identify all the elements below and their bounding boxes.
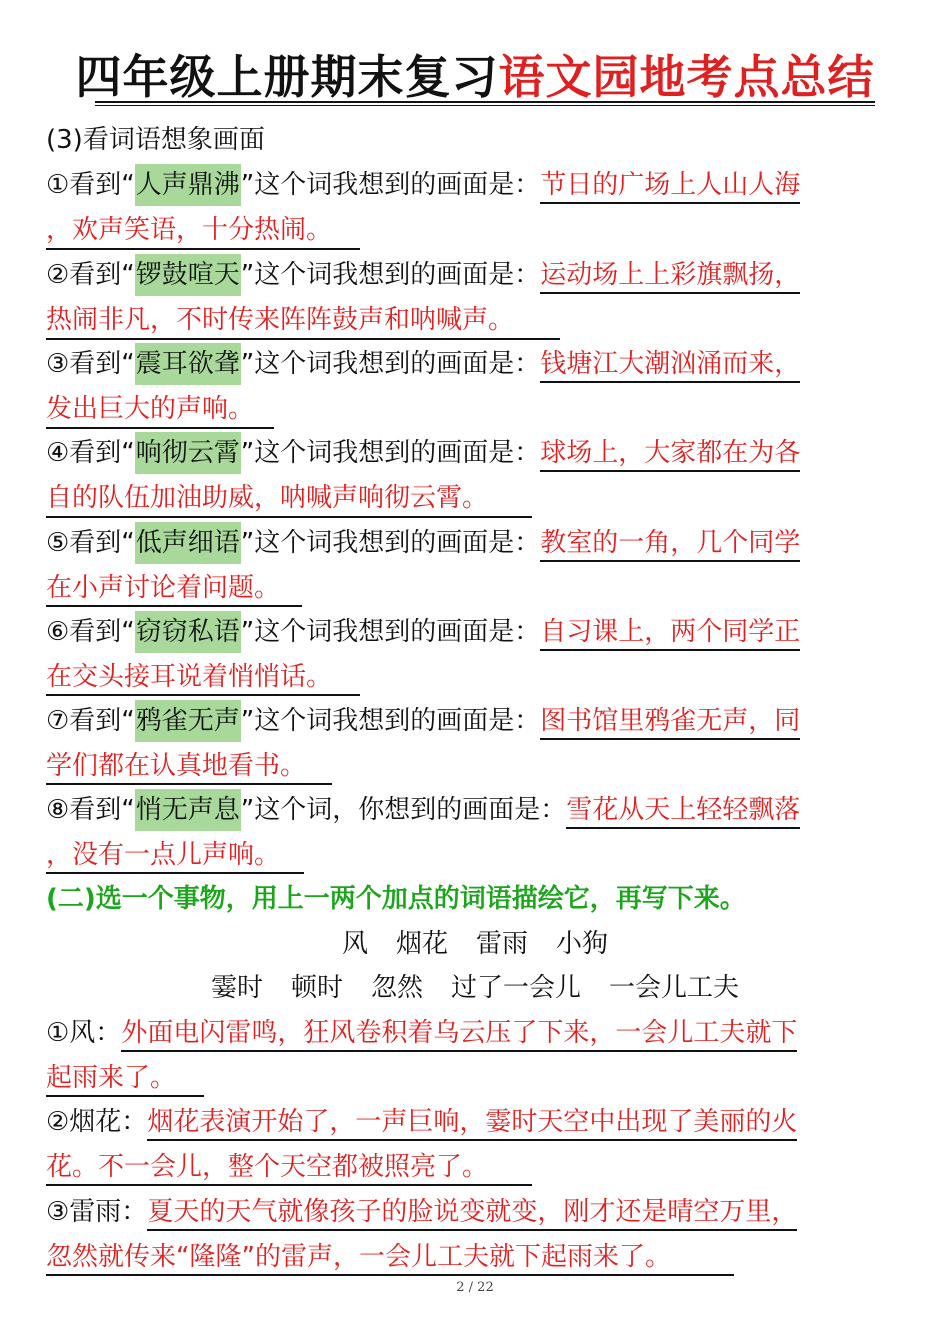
item-1-answer-cont: ，欢声笑语，十分热闹。 [46, 215, 333, 245]
answer-fireworks-label: ②烟花： [46, 1107, 148, 1137]
item-8-underline [46, 872, 304, 874]
subject-option: 烟花 [395, 929, 448, 959]
item-7-line: ⑦看到“鸦雀无声”这个词我想到的画面是：图书馆里鸦雀无声，同 [46, 699, 800, 743]
word-option: 一会儿工夫 [609, 973, 740, 1003]
item-8-keyword: 悄无声息 [135, 789, 241, 831]
answer-fireworks-text: 烟花表演开始了，一声巨响，霎时天空中出现了美丽的火 [147, 1107, 797, 1141]
item-5-keyword: 低声细语 [135, 522, 241, 564]
word-option: 霎时 [210, 973, 263, 1003]
page-indicator: 2 / 22 [456, 1280, 494, 1295]
answer-wind-cont: 起雨来了。 [46, 1063, 177, 1093]
subject-option: 小狗 [556, 929, 609, 959]
answer-thunderstorm-label: ③雷雨： [46, 1197, 148, 1227]
item-5-line: ⑤看到“低声细语”这个词我想到的画面是：教室的一角，几个同学 [46, 521, 800, 565]
title-underline [95, 101, 875, 106]
item-1-answer: 节日的广场上人山人海 [540, 170, 800, 204]
title-black-part: 四年级上册期末复习 [75, 50, 499, 104]
item-7-answer-cont: 学们都在认真地看书。 [46, 751, 307, 781]
subject-option: 风 [341, 929, 368, 959]
item-2-answer-cont: 热闹非凡，不时传来阵阵鼓声和呐喊声。 [46, 305, 515, 335]
title-red-part: 语文园地考点总结 [498, 50, 875, 104]
item-7-answer: 图书馆里鸦雀无声，同 [540, 706, 800, 740]
item-2-line: ②看到“锣鼓喧天”这个词我想到的画面是：运动场上上彩旗飘扬， [46, 253, 800, 297]
answer-thunderstorm-line [46, 1190, 797, 1234]
word-option: 过了一会儿 [451, 973, 582, 1003]
answer-thunderstorm-cont: 忽然就传来“隆隆”的雷声，一会儿工夫就下起雨来了。 [46, 1242, 671, 1272]
answer-wind-label: ①风： [46, 1018, 122, 1048]
item-8-answer: 雪花从天上轻轻飘落 [566, 795, 800, 829]
answer-fireworks-cont: 花。不一会儿，整个天空都被照亮了。 [46, 1152, 489, 1182]
item-6-answer-cont: 在交头接耳说着悄悄话。 [46, 662, 333, 692]
item-4-keyword: 响彻云霄 [135, 432, 241, 474]
item-5-underline [46, 605, 302, 607]
answer-fireworks-line [46, 1100, 797, 1144]
answer-thunderstorm-text: 夏天的天气就像孩子的脸说变就变，刚才还是晴空万里， [147, 1197, 797, 1231]
item-2-underline [46, 338, 560, 340]
item-6-line: ⑥看到“窃窃私语”这个词我想到的画面是：自习课上，两个同学正 [46, 610, 800, 654]
item-3-answer: 钱塘江大潮汹涌而来， [540, 349, 800, 383]
item-2-keyword: 锣鼓喧天 [135, 254, 241, 296]
answer-thunderstorm-underline [46, 1274, 734, 1276]
item-1-line: ①看到“人声鼎沸”这个词我想到的画面是：节日的广场上人山人海 [46, 163, 800, 207]
item-3-line: ③看到“震耳欲聋”这个词我想到的画面是：钱塘江大潮汹涌而来， [46, 342, 800, 386]
answer-fireworks-underline [46, 1184, 532, 1186]
item-4-line: ④看到“响彻云霄”这个词我想到的画面是：球场上，大家都在为各 [46, 431, 800, 475]
item-8-answer-cont: ，没有一点儿声响。 [46, 840, 281, 870]
word-options [0, 966, 950, 1010]
item-7-keyword: 鸦雀无声 [135, 700, 241, 742]
section-3-heading: (3)看词语想象画面 [46, 125, 265, 155]
subject-options [0, 922, 950, 966]
item-8-line: ⑧看到“悄无声息”这个词，你想到的画面是：雪花从天上轻轻飘落 [46, 788, 800, 832]
item-1-keyword: 人声鼎沸 [135, 164, 241, 206]
item-3-answer-cont: 发出巨大的声响。 [46, 394, 255, 424]
item-5-answer-cont: 在小声讨论着问题。 [46, 573, 281, 603]
item-6-underline [46, 694, 360, 696]
item-6-keyword: 窃窃私语 [135, 611, 241, 653]
word-option: 顿时 [290, 973, 343, 1003]
item-1-underline [46, 248, 360, 250]
item-4-answer-cont: 自的队伍加油助威，呐喊声响彻云霄。 [46, 483, 489, 513]
answer-wind-text: 外面电闪雷鸣，狂风卷积着乌云压了下来，一会儿工夫就下 [121, 1018, 797, 1052]
item-3-keyword: 震耳欲聋 [135, 343, 241, 385]
item-3-underline [46, 427, 274, 429]
item-2-answer: 运动场上上彩旗飘扬， [540, 260, 800, 294]
item-5-answer: 教室的一角，几个同学 [540, 528, 800, 562]
word-option: 忽然 [370, 973, 423, 1003]
item-6-answer: 自习课上，两个同学正 [540, 617, 800, 651]
section-2-heading: (二)选一个事物，用上一两个加点的词语描绘它，再写下来。 [46, 884, 746, 914]
item-4-underline [46, 516, 532, 518]
item-4-answer: 球场上，大家都在为各 [540, 438, 800, 472]
item-7-underline [46, 783, 332, 785]
answer-wind-line [46, 1011, 797, 1055]
subject-option: 雷雨 [476, 929, 529, 959]
answer-wind-underline [46, 1095, 204, 1097]
